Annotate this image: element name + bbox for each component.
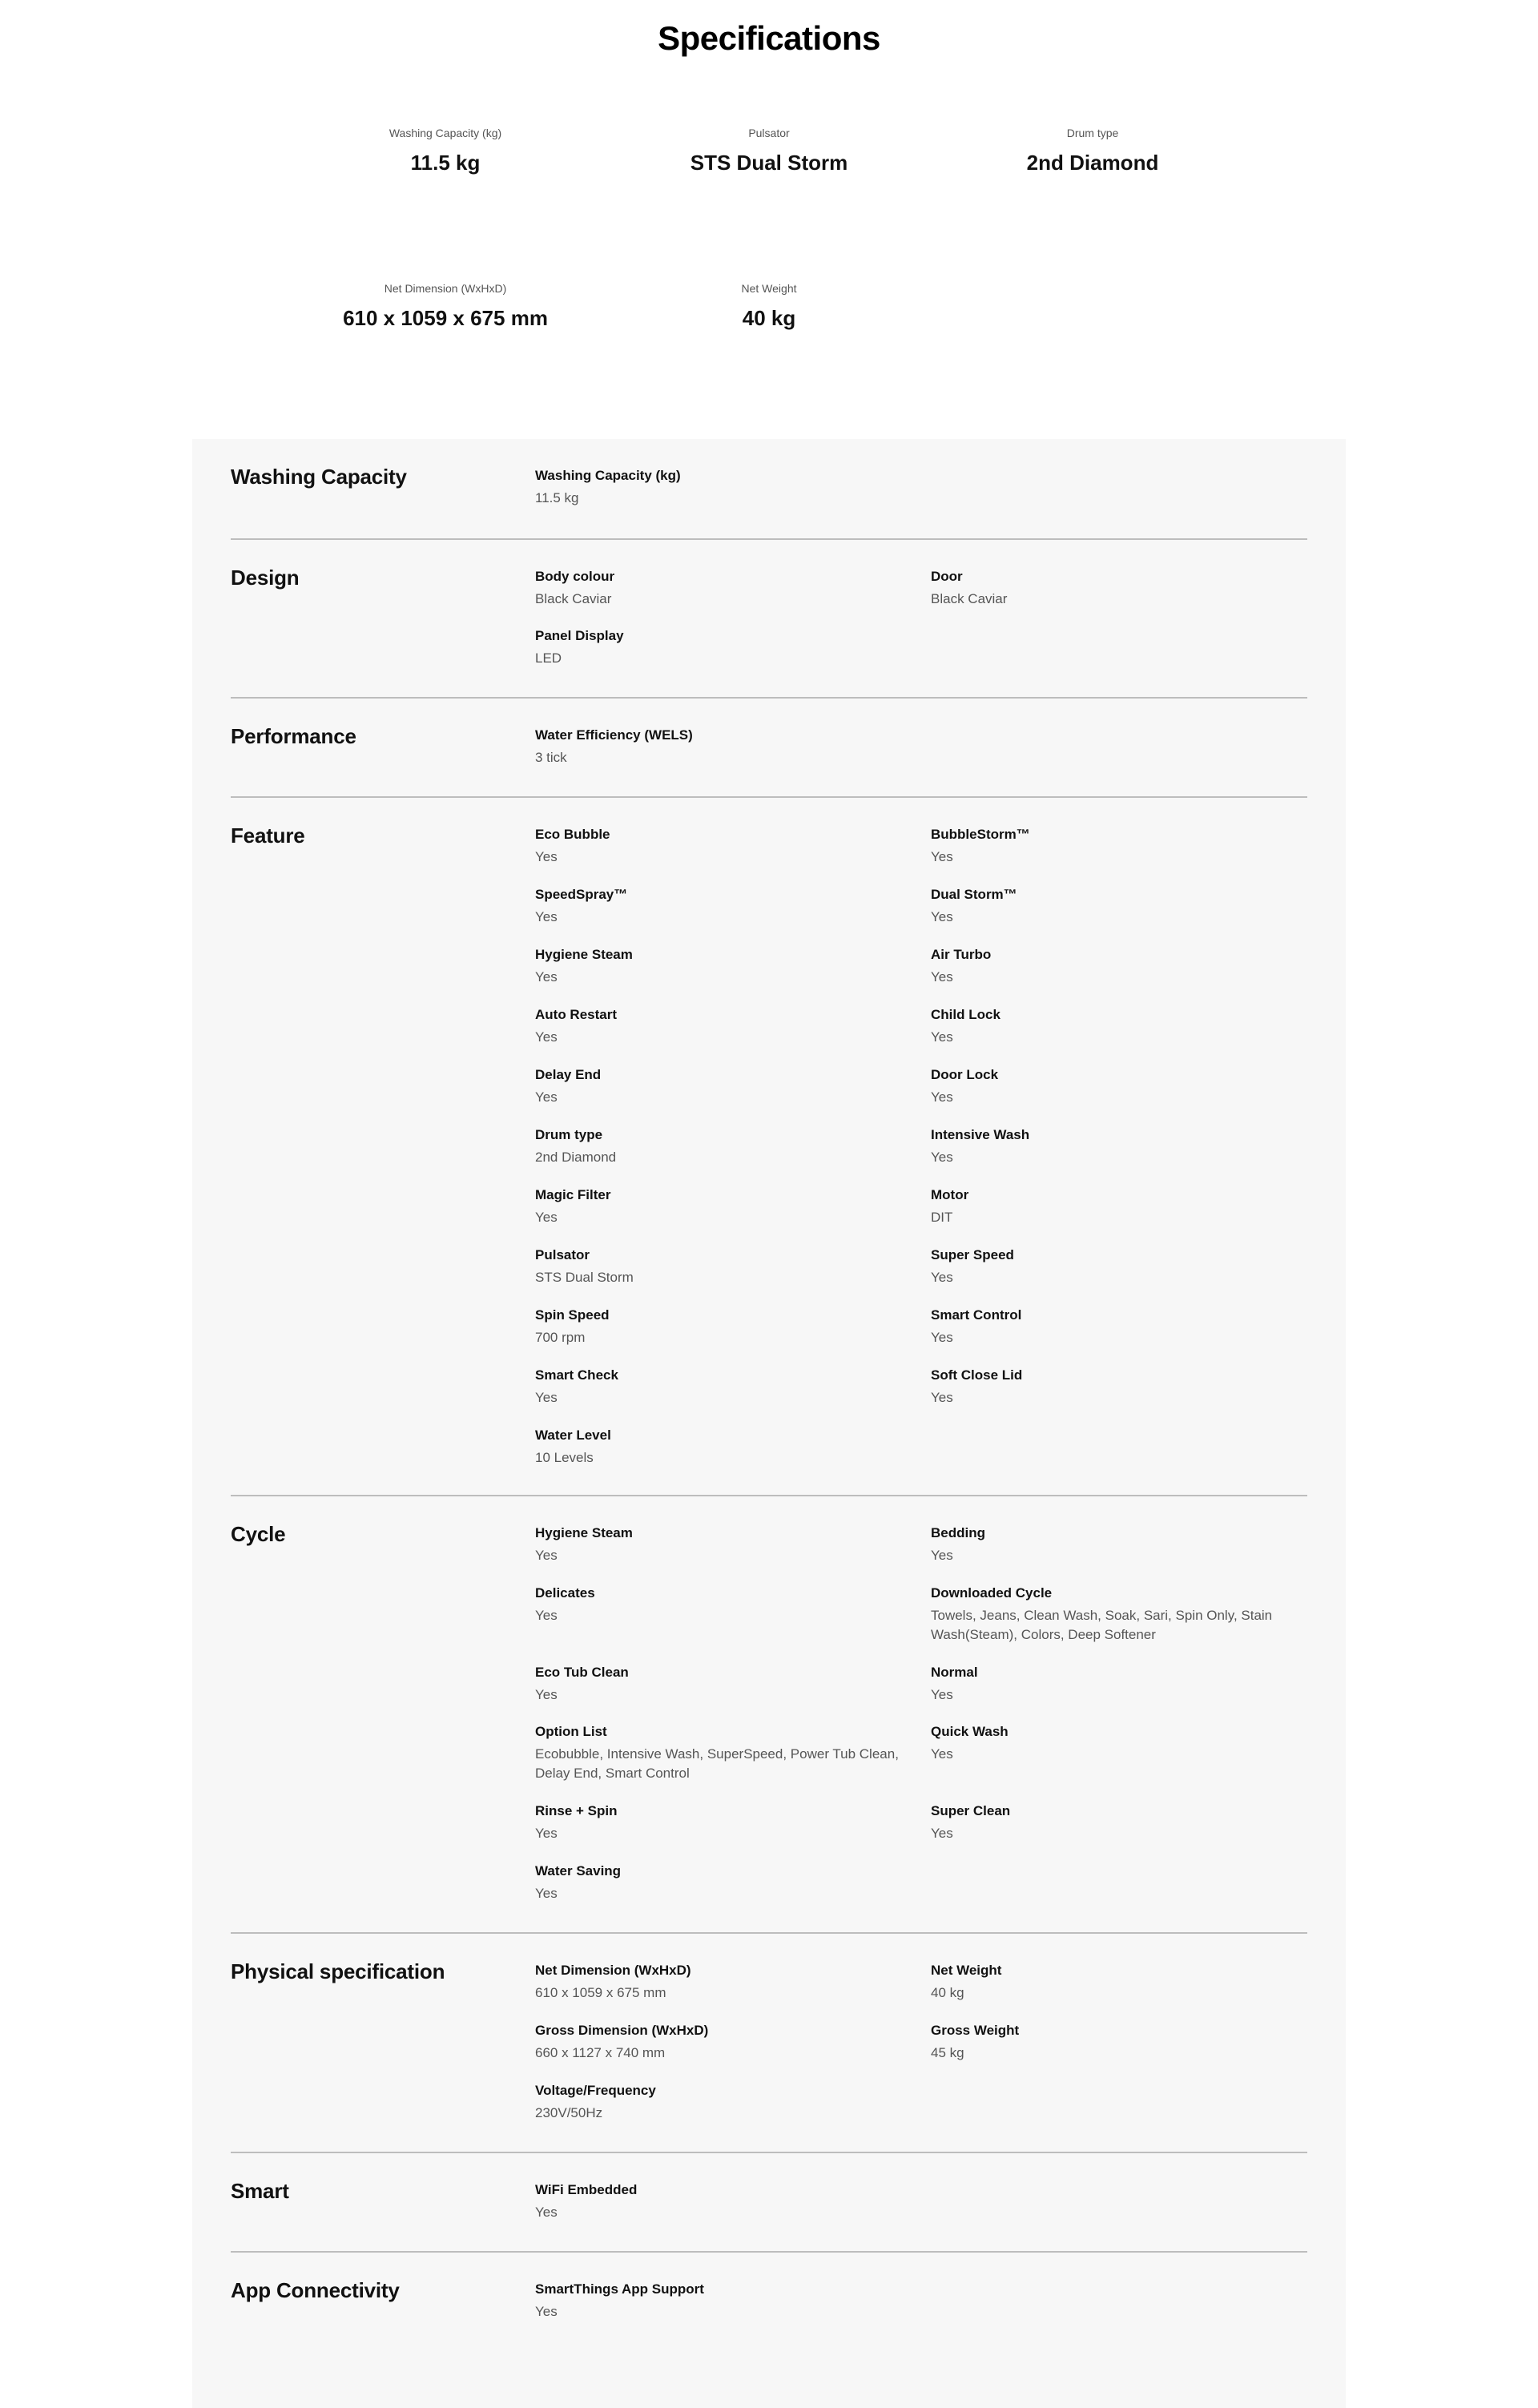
spec-name: Super Speed (931, 1247, 1014, 1262)
spec-value: 2nd Diamond (535, 1150, 617, 1165)
spec-name: Net Dimension (WxHxD) (535, 1963, 691, 1978)
spec-item (931, 1961, 1299, 2003)
spec-item (535, 2280, 904, 2321)
spec-name: Pulsator (535, 1247, 590, 1262)
spec-name: Gross Weight (931, 2023, 1020, 2038)
spec-value: 40 kg (931, 1985, 964, 2000)
spec-item (535, 1065, 904, 1107)
spec-value: Yes (535, 1029, 558, 1045)
spec-item (535, 1246, 904, 1287)
spec-item (931, 1306, 1299, 1347)
highlight-value: 2nd Diamond (1026, 151, 1159, 175)
spec-value: Yes (931, 1548, 953, 1563)
spec-value: Yes (931, 1330, 953, 1345)
spec-value: Yes (931, 1390, 953, 1405)
spec-value: 45 kg (931, 2045, 964, 2060)
highlight-value: 610 x 1059 x 675 mm (343, 306, 548, 330)
section-washing-capacity (231, 439, 1307, 538)
spec-item (535, 726, 904, 767)
spec-name: Spin Speed (535, 1307, 610, 1323)
section-physical-specification (231, 1932, 1307, 2152)
highlight-drum-type (932, 127, 1253, 175)
spec-item (535, 626, 904, 668)
spec-name: Delay End (535, 1067, 602, 1082)
highlight-label: Drum type (1066, 127, 1119, 139)
spec-item (931, 1366, 1299, 1407)
highlight-label: Washing Capacity (kg) (389, 127, 502, 139)
highlight-label: Net Weight (741, 282, 797, 295)
spec-item (535, 1961, 904, 2003)
spec-name: Water Efficiency (WELS) (535, 727, 693, 743)
spec-item (931, 1584, 1299, 1645)
spec-name: Quick Wash (931, 1724, 1009, 1739)
spec-name: Hygiene Steam (535, 947, 633, 962)
spec-value: Yes (535, 2205, 558, 2220)
spec-item (931, 1802, 1299, 1843)
spec-item (931, 1186, 1299, 1227)
spec-name: SmartThings App Support (535, 2281, 704, 2297)
spec-name: Option List (535, 1724, 607, 1739)
spec-item (535, 945, 904, 987)
spec-item (931, 945, 1299, 987)
spec-value: Yes (535, 1390, 558, 1405)
spec-name: Delicates (535, 1585, 595, 1601)
highlight-value: STS Dual Storm (690, 151, 848, 175)
spec-item (535, 567, 904, 609)
spec-name: Body colour (535, 569, 615, 584)
spec-item (535, 2081, 904, 2123)
spec-name: Drum type (535, 1127, 603, 1142)
section-title: Cycle (231, 1522, 286, 1546)
spec-name: Air Turbo (931, 947, 992, 962)
spec-value: Yes (535, 849, 558, 864)
spec-name: Water Level (535, 1427, 611, 1443)
section-smart (231, 2152, 1307, 2251)
spec-name: Child Lock (931, 1007, 1001, 1022)
spec-value: Yes (535, 1608, 558, 1623)
spec-item (931, 825, 1299, 867)
spec-value: STS Dual Storm (535, 1270, 634, 1285)
spec-value: Yes (535, 969, 558, 985)
spec-name: Panel Display (535, 628, 624, 643)
spec-name: Intensive Wash (931, 1127, 1030, 1142)
spec-value: Yes (931, 1150, 953, 1165)
spec-value: Yes (535, 2304, 558, 2319)
spec-value: Yes (535, 1548, 558, 1563)
spec-item (535, 1306, 904, 1347)
spec-value: LED (535, 650, 562, 666)
spec-value: Yes (535, 1089, 558, 1105)
spec-value: Yes (931, 969, 953, 985)
section-app-connectivity (231, 2251, 1307, 2350)
spec-name: Soft Close Lid (931, 1367, 1023, 1383)
spec-item (931, 1663, 1299, 1705)
spec-value: Yes (535, 1886, 558, 1901)
spec-item (931, 1065, 1299, 1107)
spec-item (535, 466, 904, 508)
highlight-label: Net Dimension (WxHxD) (384, 282, 507, 295)
spec-name: WiFi Embedded (535, 2182, 638, 2197)
spec-item (535, 1663, 904, 1705)
spec-name: Super Clean (931, 1803, 1011, 1818)
spec-value: Yes (931, 1746, 953, 1762)
spec-name: Motor (931, 1187, 969, 1202)
spec-name: BubbleStorm™ (931, 827, 1030, 842)
spec-item (931, 567, 1299, 609)
highlight-pulsator (609, 127, 929, 175)
spec-value: Black Caviar (535, 591, 612, 606)
spec-item (535, 1426, 904, 1468)
spec-item (535, 1862, 904, 1903)
spec-value: Yes (931, 1270, 953, 1285)
spec-value: Towels, Jeans, Clean Wash, Soak, Sari, Spin Only, Stain Wash(Steam), Colors, Deep Softener (931, 1608, 1273, 1642)
spec-value: Yes (931, 1029, 953, 1045)
spec-name: Hygiene Steam (535, 1525, 633, 1540)
section-design (231, 538, 1307, 697)
spec-name: Door (931, 569, 963, 584)
section-cycle (231, 1495, 1307, 1932)
spec-value: 700 rpm (535, 1330, 586, 1345)
spec-item (535, 1584, 904, 1625)
spec-value: Yes (931, 1826, 953, 1841)
spec-name: Bedding (931, 1525, 985, 1540)
section-title: Smart (231, 2179, 289, 2203)
highlight-washing-capacity (285, 127, 606, 175)
spec-value: 11.5 kg (535, 490, 579, 505)
spec-item (931, 2021, 1299, 2063)
spec-value: Black Caviar (931, 591, 1008, 606)
section-title: Design (231, 566, 300, 590)
spec-name: Smart Check (535, 1367, 618, 1383)
section-performance (231, 697, 1307, 796)
spec-item (931, 1246, 1299, 1287)
spec-value: Yes (931, 1687, 953, 1702)
spec-name: Auto Restart (535, 1007, 618, 1022)
spec-item (535, 1722, 904, 1783)
spec-item (535, 825, 904, 867)
spec-value: 610 x 1059 x 675 mm (535, 1985, 666, 2000)
spec-value: Yes (535, 1210, 558, 1225)
spec-item (535, 1005, 904, 1047)
section-title: Physical specification (231, 1959, 445, 1983)
highlight-net-weight (609, 282, 929, 331)
spec-item (535, 2021, 904, 2063)
highlight-net-dimension (285, 282, 606, 331)
spec-item (535, 1366, 904, 1407)
spec-value: Ecobubble, Intensive Wash, SuperSpeed, Power Tub Clean, Delay End, Smart Control (535, 1746, 899, 1781)
spec-value: Yes (535, 1687, 558, 1702)
spec-name: Eco Tub Clean (535, 1665, 629, 1680)
spec-name: Water Saving (535, 1863, 622, 1878)
page-title: Specifications (658, 19, 880, 57)
spec-value: DIT (931, 1210, 953, 1225)
spec-item (535, 1125, 904, 1167)
spec-item (931, 1722, 1299, 1764)
spec-name: Door Lock (931, 1067, 999, 1082)
spec-item (931, 1524, 1299, 1565)
spec-item (535, 2180, 904, 2222)
spec-name: Dual Storm™ (931, 887, 1017, 902)
spec-value: Yes (535, 909, 558, 924)
spec-name: Washing Capacity (kg) (535, 468, 681, 483)
highlight-label: Pulsator (748, 127, 790, 139)
spec-item (931, 1125, 1299, 1167)
spec-name: Smart Control (931, 1307, 1022, 1323)
spec-name: SpeedSpray™ (535, 887, 628, 902)
spec-item (535, 1802, 904, 1843)
spec-name: Net Weight (931, 1963, 1002, 1978)
spec-name: Rinse + Spin (535, 1803, 618, 1818)
section-title: Performance (231, 724, 356, 748)
highlight-value: 40 kg (742, 306, 796, 330)
spec-value: Yes (931, 1089, 953, 1105)
spec-value: 660 x 1127 x 740 mm (535, 2045, 666, 2060)
spec-item (535, 1524, 904, 1565)
spec-item (535, 885, 904, 927)
spec-name: Voltage/Frequency (535, 2083, 656, 2098)
section-feature (231, 796, 1307, 1495)
spec-name: Downloaded Cycle (931, 1585, 1053, 1601)
spec-name: Gross Dimension (WxHxD) (535, 2023, 709, 2038)
spec-name: Normal (931, 1665, 978, 1680)
spec-value: Yes (931, 849, 953, 864)
spec-item (535, 1186, 904, 1227)
spec-name: Magic Filter (535, 1187, 611, 1202)
spec-item (931, 1005, 1299, 1047)
highlight-value: 11.5 kg (410, 151, 481, 175)
section-title: Feature (231, 823, 305, 848)
spec-name: Eco Bubble (535, 827, 610, 842)
section-title: App Connectivity (231, 2278, 400, 2302)
spec-value: 230V/50Hz (535, 2105, 603, 2120)
spec-value: Yes (535, 1826, 558, 1841)
spec-value: Yes (931, 909, 953, 924)
spec-value: 10 Levels (535, 1450, 594, 1465)
spec-value: 3 tick (535, 750, 567, 765)
section-title: Washing Capacity (231, 465, 407, 489)
spec-item (931, 885, 1299, 927)
